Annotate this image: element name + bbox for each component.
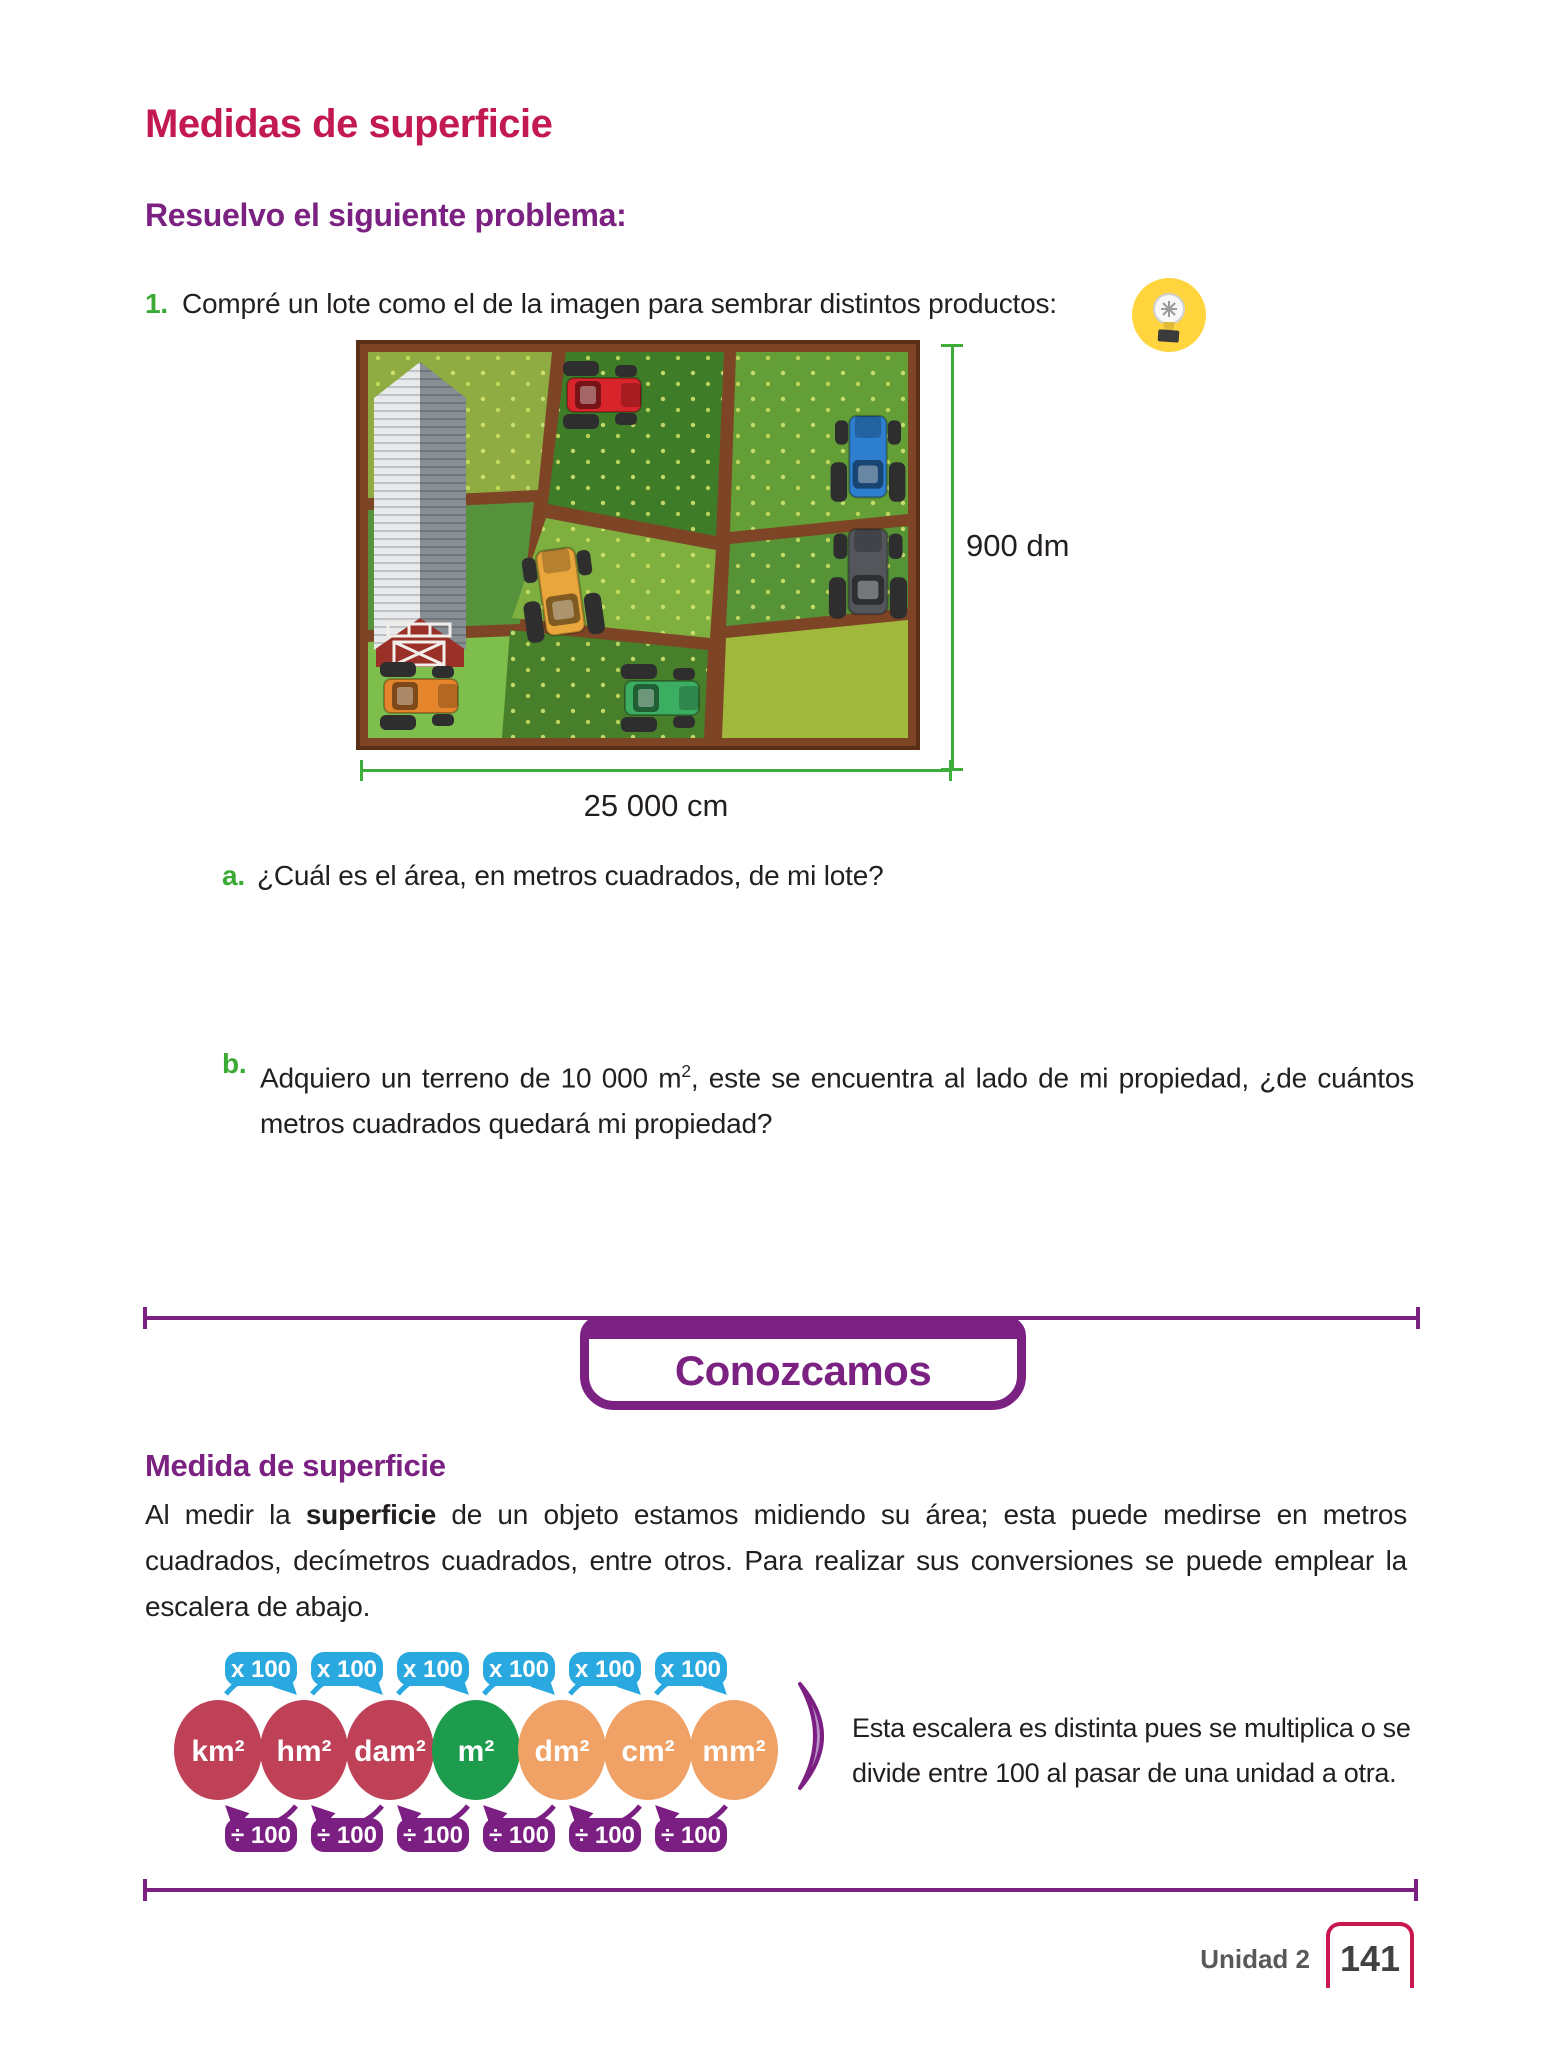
- multiply-pill-label: x 100: [488, 1656, 550, 1683]
- barn: [374, 362, 466, 667]
- field-bottom-right: [722, 620, 908, 738]
- problem-number: 1.: [145, 288, 168, 319]
- banner-right-tick: [1416, 1307, 1420, 1329]
- width-dimension-line: [360, 769, 952, 772]
- width-dim-left-cap: [360, 760, 363, 781]
- page-number: 141: [1339, 1938, 1401, 1979]
- height-dimension-label: 900 dm: [966, 528, 1070, 563]
- unit-label-cm2: cm²: [621, 1735, 675, 1768]
- height-dimension-line: [951, 346, 954, 770]
- unit-label-m2: m²: [457, 1735, 495, 1768]
- unit-label-km2: km²: [191, 1735, 245, 1768]
- divide-pill-label: ÷ 100: [231, 1822, 291, 1849]
- separator-left-tick: [143, 1879, 147, 1901]
- multiply-pill-label: x 100: [316, 1656, 378, 1683]
- unit-label-mm2: mm²: [702, 1735, 766, 1768]
- banner-left-tick: [143, 1307, 147, 1329]
- width-dimension-label: 25 000 cm: [583, 788, 729, 823]
- unit-label: Unidad 2: [1200, 1944, 1310, 1974]
- multiply-pill-label: x 100: [230, 1656, 292, 1683]
- divide-pill-label: ÷ 100: [489, 1822, 549, 1849]
- page-number-box: [1326, 1922, 1414, 1988]
- unit-label-dam2: dam²: [354, 1735, 426, 1768]
- width-dim-right-cap: [949, 760, 952, 781]
- separator-right-tick: [1414, 1879, 1418, 1901]
- question-b-text: Adquiero un terreno de 10 000 $m^2$, este se encuentra al lado de mi propiedad, ¿de cuántos metros cuadrados quedará mi propiedad?: [260, 1061, 1415, 1140]
- question-a: [222, 860, 884, 892]
- multiply-pill-label: x 100: [574, 1656, 636, 1683]
- bottom-separator: [145, 1888, 1418, 1892]
- conozcamos-tab: [580, 1316, 1026, 1410]
- height-dim-top-cap: [941, 344, 963, 347]
- problem-1: [145, 288, 1057, 320]
- question-b: [222, 1048, 1414, 1147]
- multiply-pill-label: x 100: [402, 1656, 464, 1683]
- ladder-svg: [138, 1638, 848, 1878]
- explanation-paragraph: Al medir la superficie de un objeto estamos midiendo su área; esta puede medirse en metros cuadrados, decímetros cuadrados, entre otros. Para realizar sus conversiones se puede emplear la escalera de abajo.: [145, 1499, 1407, 1622]
- tab-top-strip: [589, 1325, 1017, 1339]
- problem-text: Compré un lote como el de la imagen para sembrar distintos productos:: [181, 288, 1057, 319]
- barn-roof-right: [420, 362, 466, 650]
- unit-label-dm2: dm²: [534, 1735, 590, 1768]
- divide-pill-label: ÷ 100: [317, 1822, 377, 1849]
- divide-pill-label: ÷ 100: [661, 1822, 721, 1849]
- ladder-note-arrow: [800, 1684, 822, 1788]
- ladder-note: Esta escalera es distinta pues se multiplica o se divide entre 100 al pasar de una unidad a otra.: [852, 1713, 1411, 1788]
- page-title: Medidas de superficie: [145, 102, 553, 146]
- section-heading: Resuelvo el siguiente problema:: [145, 197, 627, 233]
- barn-roof-left: [374, 362, 420, 650]
- question-a-letter: a.: [222, 860, 245, 891]
- superscript: 2: [681, 1061, 691, 1081]
- divide-pill-label: ÷ 100: [575, 1822, 635, 1849]
- question-a-text: ¿Cuál es el área, en metros cuadrados, de mi lote?: [256, 860, 884, 891]
- question-b-letter: b.: [222, 1048, 247, 1079]
- topic-heading: Medida de superficie: [145, 1448, 446, 1483]
- multiply-pill-label: x 100: [660, 1656, 722, 1683]
- conozcamos-label: Conozcamos: [674, 1347, 932, 1394]
- divide-pill-label: ÷ 100: [403, 1822, 463, 1849]
- unit-label-hm2: hm²: [276, 1735, 332, 1768]
- lightbulb-icon: [1130, 276, 1208, 354]
- farm-illustration: [356, 340, 920, 750]
- bold-term: superficie: [305, 1499, 437, 1530]
